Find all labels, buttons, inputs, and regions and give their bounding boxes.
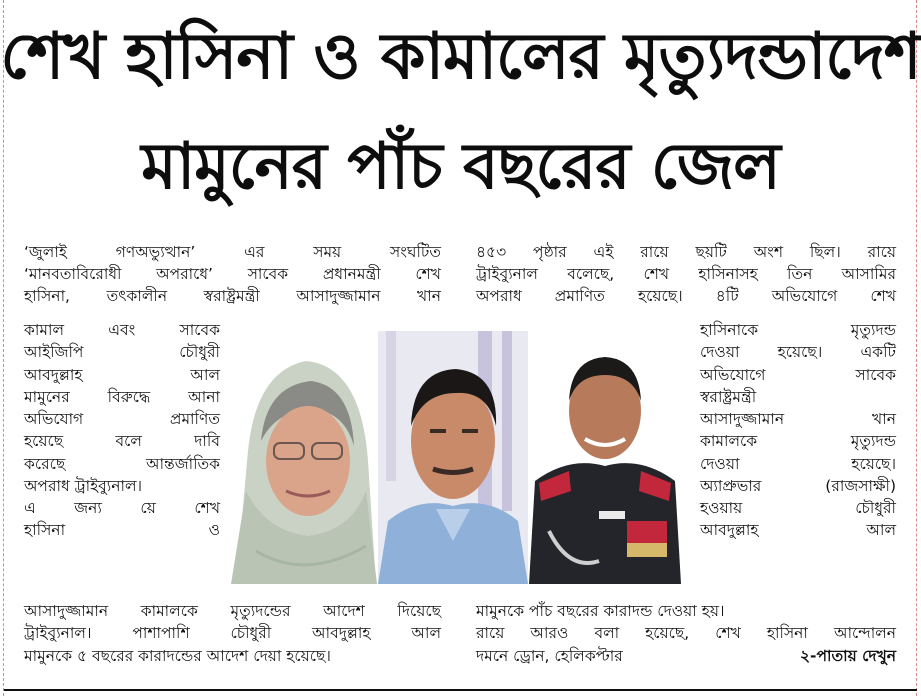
page-left-border <box>3 0 4 696</box>
right-narrow-line-1: হাসিনাকে মৃত্যুদন্ড <box>700 321 896 339</box>
headline-line-2: মামুনের পাঁচ বছরের জেল <box>141 130 780 204</box>
right-intro-line-2: ট্রাইব্যুনাল বলেছে, শেখ হাসিনাসহ তিন আসামির <box>476 265 896 283</box>
photo-sheikh-hasina <box>226 331 377 584</box>
right-narrow-line-7: দেওয়া হয়েছে। <box>700 455 896 473</box>
right-narrow-line-6: কামালকে মৃত্যুদন্ড <box>700 432 896 450</box>
photo-strip <box>226 331 681 584</box>
left-narrow-line-4: মামুনের বিরুদ্ধে আনা <box>24 388 220 406</box>
left-intro-line-2: ‘মানবতাবিরোধী অপরাধে’ সাবেক প্রধানমন্ত্রী শেখ <box>24 265 441 283</box>
photo-kamal-illustration <box>378 331 528 584</box>
left-bottom-line-3: মামুনকে ৫ বছরের কারাদন্ডের আদেশ দেয়া হয়েছে। <box>24 647 331 665</box>
right-narrow-line-5: আসাদুজ্জামান খান <box>700 410 896 428</box>
right-narrow-line-10: আবদুল্লাহ আল <box>700 521 896 539</box>
left-narrow-line-8: অপরাধ ট্রাইব্যুনাল। <box>24 477 143 495</box>
right-intro-line-1: ৪৫৩ পৃষ্ঠার এই রায়ে ছয়টি অংশ ছিল। রায়ে <box>476 243 896 261</box>
right-bottom-line-1: মামুনকে পাঁচ বছরের কারাদন্ড দেওয়া হয়। <box>476 602 725 620</box>
right-narrow-line-3: অভিযোগে সাবেক <box>700 366 896 384</box>
left-narrow-line-10: হাসিনা ও <box>24 521 220 539</box>
headline-line-1: শেখ হাসিনা ও কামালের মৃত্যুদন্ডাদেশ <box>0 20 921 94</box>
right-bottom-line-2: রায়ে আরও বলা হয়েছে, শেখ হাসিনা আন্দোলন <box>476 624 896 642</box>
left-narrow-line-9: এ জন্য য়ে শেখ <box>24 499 220 517</box>
page-bottom-rule <box>4 689 917 691</box>
left-bottom-line-1: আসাদুজ্জামান কামালকে মৃত্যুদন্ডের আদেশ দিয়েছে <box>24 602 441 620</box>
right-intro-line-3: অপরাধ প্রমাণিত হয়েছে। ৪টি অভিযোগে শেখ <box>476 287 896 305</box>
left-narrow-line-7: করেছে আন্তর্জাতিক <box>24 455 220 473</box>
right-narrow-line-8: অ্যাপ্রুভার (রাজসাক্ষী) <box>700 477 896 495</box>
left-intro-line-3: হাসিনা, তৎকালীন স্বরাষ্ট্রমন্ত্রী আসাদুজ্জামান খান <box>24 287 441 305</box>
photo-mamun-illustration <box>529 331 681 584</box>
right-narrow-line-9: হওয়ায় চৌধুরী <box>700 499 896 517</box>
left-narrow-line-5: অভিযোগ প্রমাণিত <box>24 410 220 428</box>
left-intro-line-1: ‘জুলাই গণঅভ্যুত্থান’ এর সময় সংঘটিত <box>24 243 441 261</box>
right-narrow-line-2: দেওয়া হয়েছে। একটি <box>700 343 896 361</box>
continued-on-page-2: ২-পাতায় দেখুন <box>799 647 896 665</box>
left-bottom-line-2: ট্রাইব্যুনাল। পাশাপাশি চৌধুরী আবদুল্লাহ আল <box>24 624 441 642</box>
left-narrow-line-2: আইজিপি চৌধুরী <box>24 343 220 361</box>
left-narrow-line-3: আবদুল্লাহ আল <box>24 366 220 384</box>
photo-hasina-illustration <box>226 331 377 584</box>
page-right-border <box>916 0 917 696</box>
right-bottom-line-3: দমনে ড্রোন, হেলিকপ্টার <box>476 647 623 665</box>
right-narrow-line-4: স্বরাষ্ট্রমন্ত্রী <box>700 388 757 406</box>
left-narrow-line-1: কামাল এবং সাবেক <box>24 321 220 339</box>
photo-chowdhury-abdullah-al-mamun <box>529 331 681 584</box>
photo-asaduzzaman-khan-kamal <box>378 331 528 584</box>
left-narrow-line-6: হয়েছে বলে দাবি <box>24 432 220 450</box>
